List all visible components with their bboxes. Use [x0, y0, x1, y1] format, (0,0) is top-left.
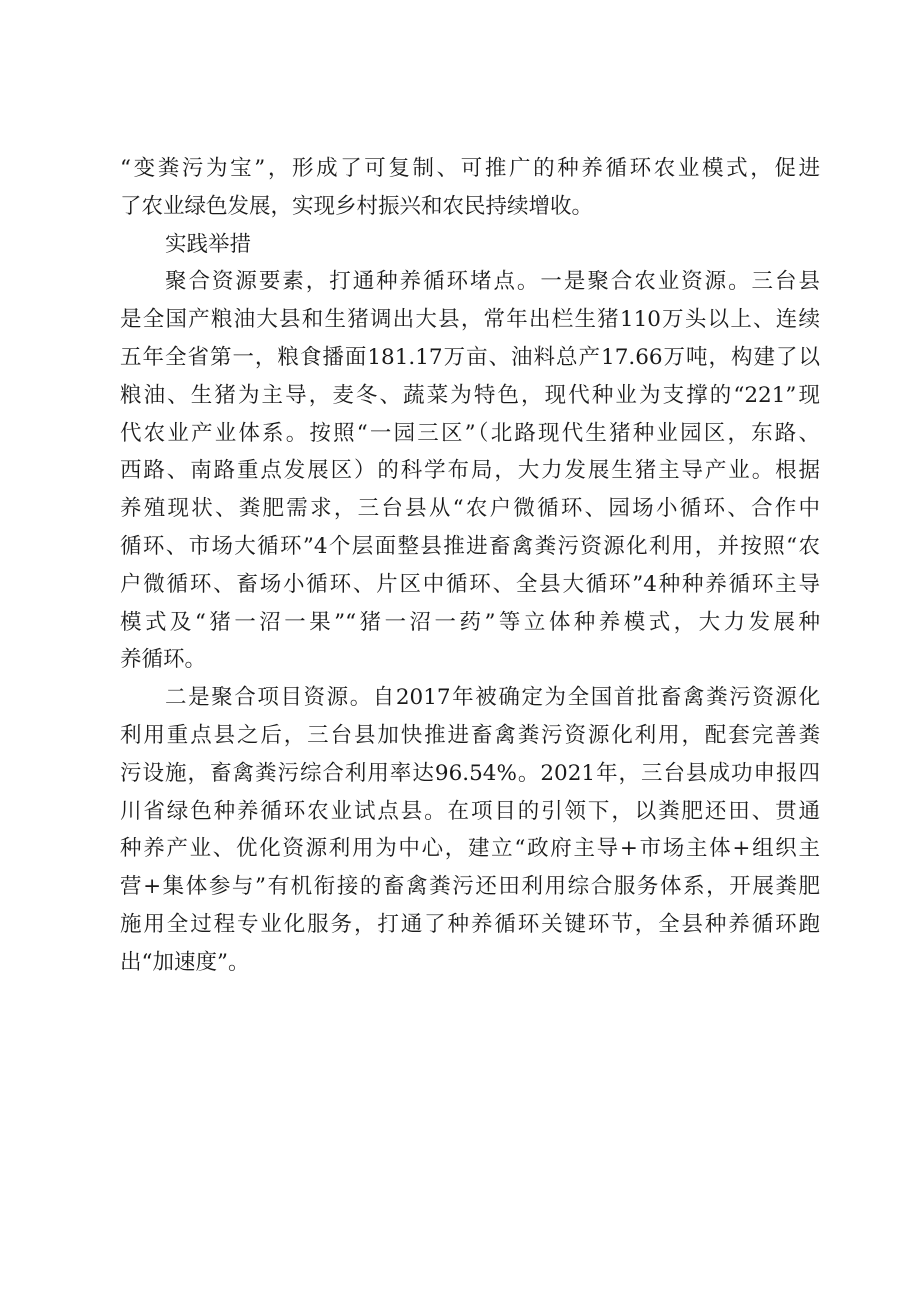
- text-line: 川省绿色种养循环农业试点县。在项目的引领下，以粪肥还田、贯通: [120, 798, 820, 824]
- text-line: 污设施，畜禽粪污综合利用率达96.54%。2021年，三台县成功申报四: [120, 760, 820, 786]
- text-line: 西路、南路重点发展区）的科学布局，大力发展生猪主导产业。根据: [120, 458, 820, 484]
- text-line: 循环、市场大循环”4个层面整县推进畜禽粪污资源化利用，并按照“农: [120, 533, 820, 559]
- text-line: 养殖现状、粪肥需求，三台县从“农户微循环、园场小循环、合作中: [120, 496, 820, 522]
- text-line: 是全国产粮油大县和生猪调出大县，常年出栏生猪110万头以上、连续: [120, 307, 820, 333]
- text-line: 营+集体参与”有机衔接的畜禽粪污还田利用综合服务体系，开展粪肥: [120, 874, 820, 900]
- text-line: 代农业产业体系。按照“一园三区”（北路现代生猪种业园区，东路、: [120, 420, 820, 446]
- document-page: [120, 150, 820, 982]
- text-line: 户微循环、畜场小循环、片区中循环、全县大循环”4种种养循环主导: [120, 571, 820, 597]
- text-line: 五年全省第一，粮食播面181.17万亩、油料总产17.66万吨，构建了以: [120, 344, 820, 370]
- text-line: 模式及“猪一沼一果”“猪一沼一药”等立体种养模式，大力发展种: [120, 609, 820, 635]
- section-heading: 实践举措: [165, 231, 252, 257]
- text-line: 聚合资源要素，打通种养循环堵点。一是聚合农业资源。三台县: [165, 269, 820, 295]
- text-line: 利用重点县之后，三台县加快推进畜禽粪污资源化利用，配套完善粪: [120, 722, 820, 748]
- text-line: 养循环。: [120, 647, 207, 673]
- text-line: 了农业绿色发展，实现乡村振兴和农民持续增收。: [120, 193, 594, 219]
- text-line: 种养产业、优化资源利用为中心，建立“政府主导+市场主体+组织主: [120, 836, 820, 862]
- text-line: 出“加速度”。: [120, 949, 250, 975]
- text-line: 粮油、生猪为主导，麦冬、蔬菜为特色，现代种业为支撑的“221”现: [120, 382, 820, 408]
- text-line: “变粪污为宝”，形成了可复制、可推广的种养循环农业模式，促进: [120, 156, 820, 181]
- text-line: 二是聚合项目资源。自2017年被确定为全国首批畜禽粪污资源化: [165, 685, 820, 711]
- text-line: 施用全过程专业化服务，打通了种养循环关键环节，全县种养循环跑: [120, 911, 820, 937]
